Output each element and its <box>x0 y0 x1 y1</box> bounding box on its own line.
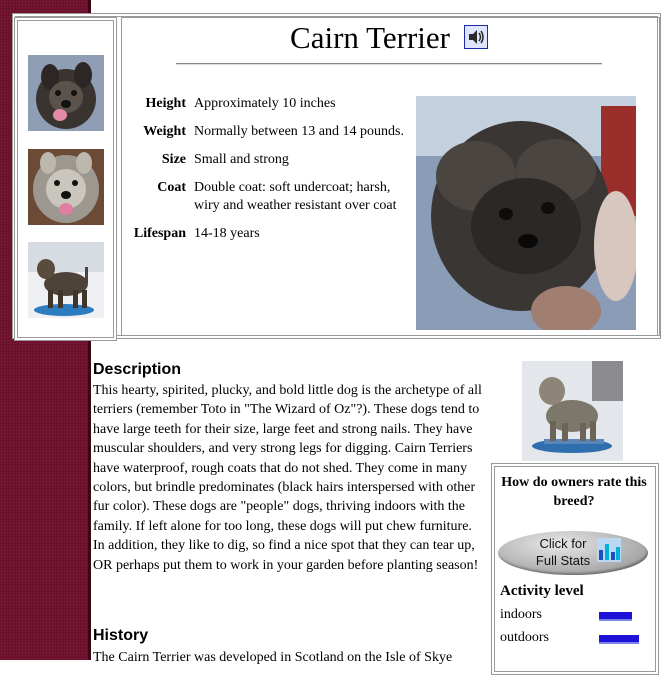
stat-height <box>120 95 410 113</box>
stat-weight <box>120 123 410 141</box>
stat-coat <box>120 179 410 215</box>
puppy-photo <box>416 96 636 330</box>
stat-label: Size <box>161 152 186 167</box>
stat-size <box>120 151 410 169</box>
activity-level-title: Activity level <box>500 583 584 599</box>
breed-stats <box>120 95 410 253</box>
bar-chart-icon <box>597 538 621 562</box>
stat-value: Small and strong <box>194 152 289 167</box>
stat-label: Lifespan <box>133 226 186 241</box>
full-stats-button-label[interactable]: Click for Full Stats <box>535 536 591 568</box>
stat-value: Double coat: soft undercoat; harsh, wiry and weather resistant over coat <box>194 180 397 213</box>
description-heading: Description <box>93 361 182 378</box>
thumbnail-dog-standing[interactable] <box>28 242 104 318</box>
activity-outdoors-bar <box>599 635 639 644</box>
stat-value: Normally between 13 and 14 pounds. <box>194 124 404 139</box>
activity-indoors-bar <box>599 612 632 621</box>
stat-label: Height <box>145 96 186 111</box>
activity-indoors-label: indoors <box>500 607 542 622</box>
stat-value: Approximately 10 inches <box>194 96 336 111</box>
thumbnail-dog-face[interactable] <box>28 55 104 131</box>
stat-lifespan <box>120 225 410 243</box>
dog-on-table-photo <box>522 361 623 461</box>
thumbnail-dog-gray[interactable] <box>28 149 104 225</box>
rating-title: How do owners rate this breed? <box>501 475 647 509</box>
description-text: This hearty, spirited, plucky, and bold little dog is the archetype of all terriers (remember Toto in "The Wizard of Oz"?). These dogs tend to have large teeth for their size, large feet and strong nails. They have muscular shoulders, and very strong legs for digging. Cairn Terriers have waterproof, rough coats that do not shed. They come in many colors, but brindle predominates (black hairs interspersed with other fur color). These dogs are "people" dogs, thriving indoors with the family. If left alone for too long, these dogs will put chew furniture. In addition, they like to dig, so find a nice spot that they can tear up, OR perhaps put them to work in your garden before planting season! <box>93 383 482 573</box>
stat-value: 14-18 years <box>194 226 260 241</box>
page-title: Cairn Terrier <box>290 20 450 55</box>
history-heading: History <box>93 627 149 644</box>
stat-label: Weight <box>143 124 186 139</box>
title-divider <box>176 63 602 65</box>
activity-outdoors-label: outdoors <box>500 630 549 645</box>
history-text: The Cairn Terrier was developed in Scotland on the Isle of Skye <box>93 650 453 665</box>
stat-label: Coat <box>157 180 186 195</box>
speaker-icon[interactable] <box>464 25 488 49</box>
